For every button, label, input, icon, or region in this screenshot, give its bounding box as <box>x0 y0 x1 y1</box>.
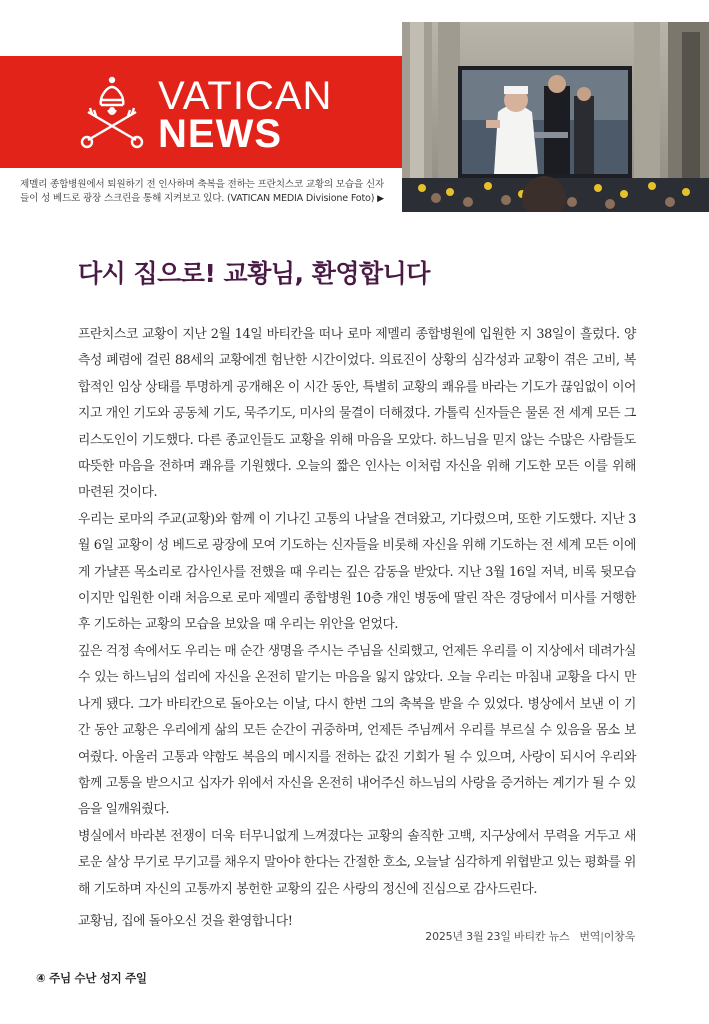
article-body <box>78 322 636 935</box>
page-footer: ④ 주님 수난 성지 주일 <box>36 971 147 985</box>
caption-line-2 <box>20 192 398 206</box>
page-title: 다시 집으로! 교황님, 환영합니다 <box>78 259 430 288</box>
brand-news: NEWS <box>158 112 282 156</box>
paragraph: 깊은 걱정 속에서도 우리는 매 순간 생명을 주시는 주님을 신뢰했고, 언제든 우리를 이 지상에서 데려가실 수 있는 하느님의 섭리에 자신을 온전히 맡기는 마음을 잃지 않았다. 오늘 우리는 마침내 교황을 다시 만나게 됐다. 그가 바티칸으로 돌아오는 이날, 다시 한번 그의 축복을 받을 수 있었다. 병상에서 보낸 이 기간 동안 교황은 우리에게 삶의 모든 순간이 귀중하며, 언제든 주님께서 우리를 부르실 수 있음을 몸소 보여줬다. 아울러 고통과 약함도 복음의 메시지를 전하는 값진 기회가 될 수 있으며, 사랑이 되시어 우리와 함께 고통을 받으시고 십자가 위에서 자신을 온전히 내어주신 하느님의 사랑을 증거하는 계기가 될 수 있음을 일깨워줬다. <box>78 643 636 818</box>
brand-vatican: VATICAN <box>158 74 333 118</box>
vatican-keys-logo-icon <box>74 74 150 150</box>
credit-separator: | <box>600 930 604 943</box>
caption-line-1: 제멜리 종합병원에서 퇴원하기 전 인사하며 축복을 전하는 프란치스코 교황의 모습을 신자 <box>20 179 384 190</box>
paragraph: 병실에서 바라본 전쟁이 더욱 터무니없게 느껴졌다는 교황의 솔직한 고백, 지구상에서 무력을 거두고 새로운 살상 무기로 무기고를 채우지 말아야 한다는 간절한 호소, 오늘날 심각하게 위협받고 있는 평화를 위해 기도하며 자신의 고통까지 봉헌한 교황의 깊은 사랑의 정신에 진심으로 감사드린다. <box>78 828 636 897</box>
source-credit <box>425 928 635 944</box>
caption-line-2-text: 들이 성 베드로 광장 스크린을 통해 지켜보고 있다. (VATICAN MEDIA Divisione Foto) <box>20 193 375 204</box>
credit-translator: 이창욱 <box>603 930 635 943</box>
photo-caption <box>20 178 398 206</box>
play-triangle-icon: ▶ <box>377 194 384 204</box>
paragraph: 프란치스코 교황이 지난 2월 14일 바티칸을 떠나 로마 제멜리 종합병원에 입원한 지 38일이 흘렀다. 양측성 폐렴에 걸린 88세의 교황에겐 험난한 시간이었다. 의료진이 상황의 심각성과 교황이 겪은 고비, 복합적인 임상 상태를 투명하게 공개해온 이 시간 동안, 특별히 교황의 쾌유를 바라는 기도가 끊임없이 이어지고 개인 기도와 공동체 기도, 묵주기도, 미사의 물결이 더해졌다. 가톨릭 신자들은 물론 전 세계 모든 그리스도인이 기도했다. 다른 종교인들도 교황을 위해 마음을 모았다. 하느님을 믿지 않는 수많은 사람들도 따뜻한 마음을 전하며 쾌유를 기원했다. 오늘의 짧은 인사는 이처럼 자신을 위해 기도한 모든 이를 위해 마련된 것이다. <box>78 327 636 501</box>
pope-screen-photo <box>402 22 709 212</box>
credit-source: 2025년 3월 23일 바티칸 뉴스 <box>425 930 570 943</box>
closing-line: 교황님, 집에 돌아오신 것을 환영합니다! <box>78 913 293 929</box>
credit-translator-label: 번역 <box>579 930 601 943</box>
paragraph: 우리는 로마의 주교(교황)와 함께 이 기나긴 고통의 나날을 견뎌왔고, 기다렸으며, 또한 기도했다. 지난 3월 6일 교황이 성 베드로 광장에 모여 기도하는 신자들을 비롯해 자신을 위해 기도하는 전 세계 모든 이에게 가냘픈 목소리로 감사인사를 전했을 때 우리는 깊은 감동을 받았다. 지난 3월 16일 저녁, 비록 뒷모습이지만 입원한 이래 처음으로 로마 제멜리 종합병원 10층 개인 병동에 딸린 작은 경당에서 미사를 거행한 후 기도하는 교황의 모습을 보았을 때 우리는 위안을 얻었다. <box>78 511 636 633</box>
